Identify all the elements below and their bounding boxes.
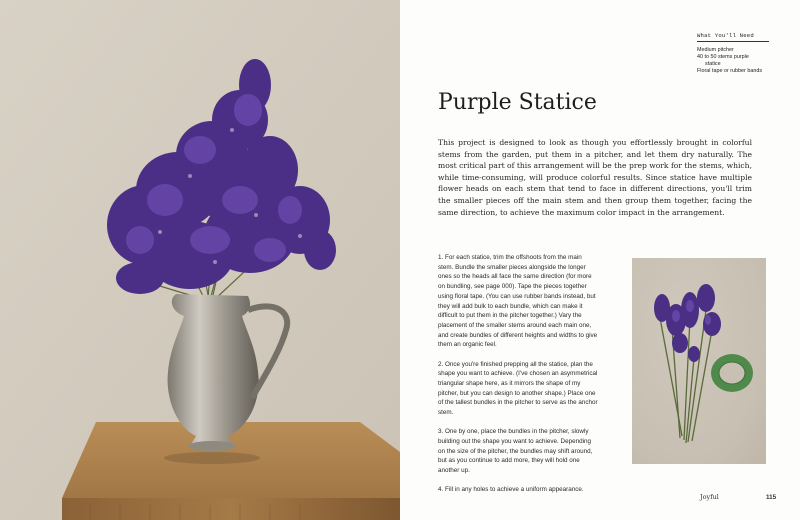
page-title: Purple Statice <box>438 90 597 115</box>
step-item: 2. Once you're finished prepping all the statice, plan the shape you want to achieve. (I've chosen an asymmetrical triangular shape here, as it mirrors the shape of my pitcher, but you can design to another shape.) Place one of the tallest bundles in the pitcher to serve as the anchor stem. <box>438 360 598 417</box>
table-front <box>62 498 400 520</box>
bundle-photo <box>632 258 766 464</box>
needs-heading: What You'll Need <box>697 32 769 42</box>
statice-bundle-and-tape-photo <box>632 258 766 464</box>
page-number: 115 <box>766 494 777 501</box>
needs-item: statice <box>705 61 721 67</box>
section-name: Joyful <box>700 493 719 501</box>
step-item: 1. For each statice, trim the offshoots from the main stem. Bundle the smaller pieces alongside the longer ones so the heads all face the same direction (for more on bundling, see page 000). Tape the pieces together using floral tape. (You can use rubber bands instead, but they will add bulk to each bundle, which can make it difficult to put them in the pitcher together.) Vary the placement of the smaller stems around each main one, and create bundles of different heights and widths to give them an organic feel. <box>438 254 598 349</box>
step-item: 4. Fill in any holes to achieve a uniform appearance. <box>438 486 584 494</box>
intro-paragraph: This project is designed to look as though you effortlessly brought in colorful stems from the garden, put them in a pitcher, and let them dry naturally. The most critical part of this arrangement will be the prep work for the stems, which, while time-consuming, will produce colorful results. Since statice have multiple flower heads on each stem that tend to face in different directions, you'll trim the smaller pieces off the main stem and then group them together, facing the same direction, to achieve the maximum color impact in the arrangement. <box>438 138 752 217</box>
needs-item: 40 to 50 stems purple <box>697 54 749 60</box>
step-item: 3. One by one, place the bundles in the pitcher, slowly building out the shape you want to achieve. Depending on the size of the pitcher, the bundles may shift around, but as you continue to add more, they will hold one another up. <box>438 428 593 475</box>
needs-item: Floral tape or rubber bands <box>697 68 763 74</box>
what-youll-need-box <box>697 32 769 75</box>
text-page <box>400 0 800 520</box>
needs-item: Medium pitcher <box>697 47 734 53</box>
needs-list <box>697 47 769 75</box>
steps-list <box>438 253 598 504</box>
